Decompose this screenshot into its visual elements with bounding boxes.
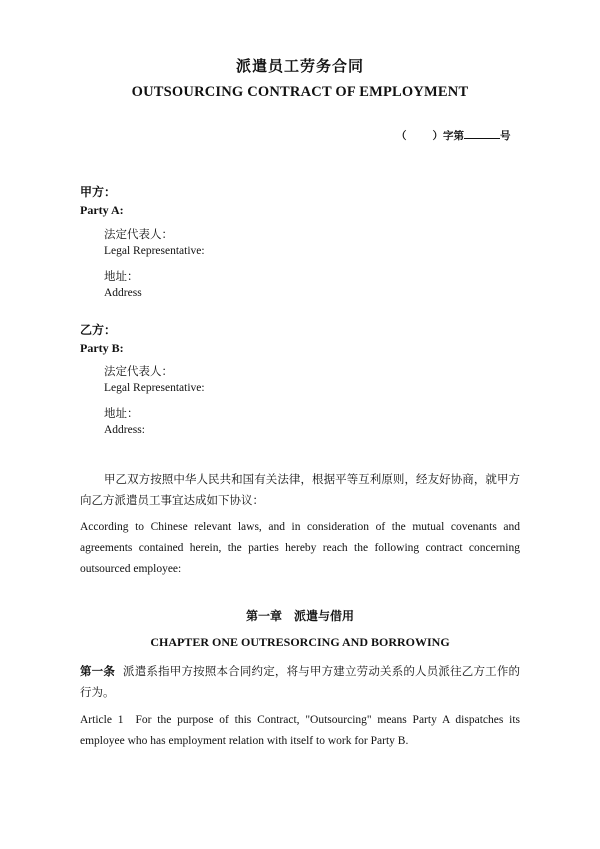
party-a-label-en: Party A: <box>80 203 124 217</box>
party-b-rep-cn: 法定代表人： <box>104 366 173 378</box>
party-a-address-cn: 地址： <box>104 271 139 283</box>
party-b-rep-en: Legal Representative: <box>104 382 205 394</box>
party-a-address-en: Address <box>104 287 142 299</box>
article-1-head-en: Article 1 <box>80 714 124 726</box>
chapter-heading-cn: 第一章 派遣与借用 <box>245 609 354 623</box>
article-1-head-cn: 第一条 <box>80 666 116 678</box>
title-chinese: 派遣员工劳务合同 <box>235 59 364 75</box>
title-english: OUTSOURCING CONTRACT OF EMPLOYMENT <box>131 84 469 100</box>
article-1-cn <box>80 662 520 704</box>
party-b-address-cn: 地址： <box>104 408 139 420</box>
party-b-label-en: Party B: <box>80 341 124 355</box>
contract-number-blank <box>464 129 500 139</box>
party-b-address-en: Address: <box>104 424 145 436</box>
article-1-body-en: For the purpose of this Contract, "Outsourcing" means Party A dispatches its employee who has employment relation with itself to work for Party B. <box>80 714 520 747</box>
preamble-en: According to Chinese relevant laws, and in consideration of the mutual covenants and agreements contained herein, the parties hereby reach the following contract concerning outsourced employee: <box>80 521 520 575</box>
party-a-rep-en: Legal Representative: <box>104 245 205 257</box>
party-b-label-cn: 乙方： <box>80 323 117 337</box>
contract-number-suffix: 号 <box>500 131 511 142</box>
chapter-heading-en: CHAPTER ONE OUTRESORCING AND BORROWING <box>150 635 450 649</box>
article-1-en <box>80 710 520 752</box>
preamble-cn: 甲乙双方按照中华人民共和国有关法律，根据平等互利原则，经友好协商，就甲方向乙方派遣员工事宜达成如下协议： <box>80 474 520 507</box>
party-a-label-cn: 甲方： <box>80 185 117 199</box>
contract-number-open-paren: （ <box>396 131 407 142</box>
contract-number-close-paren: ）字第 <box>432 131 464 142</box>
party-a-rep-cn: 法定代表人： <box>104 229 173 241</box>
contract-number-line <box>396 128 511 143</box>
article-1-body-cn: 派遣系指甲方按照本合同约定，将与甲方建立劳动关系的人员派往乙方工作的行为。 <box>80 666 521 699</box>
